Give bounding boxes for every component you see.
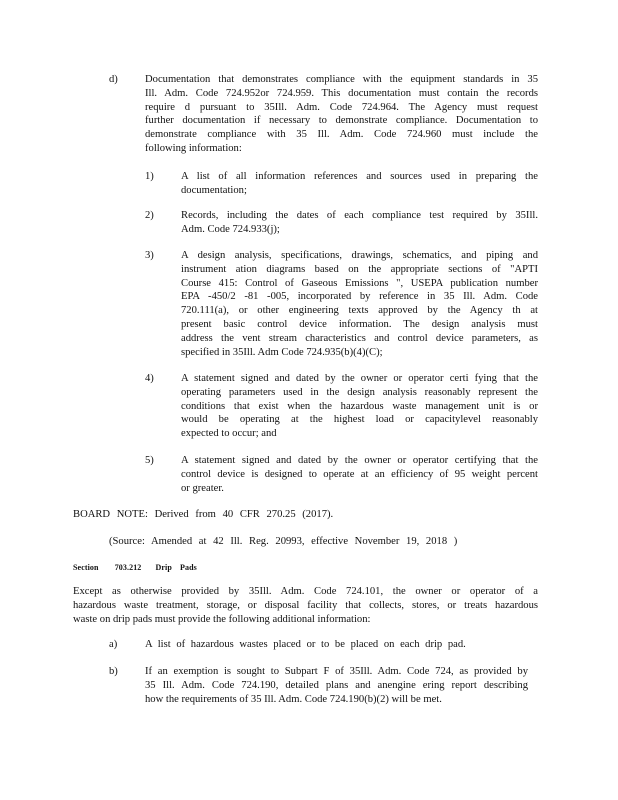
section-heading <box>73 561 197 575</box>
text-line: Except as otherwise provided by 35Ill. Adm. Code 724.101, the owner or operator of a <box>73 586 538 597</box>
section-intro <box>73 585 538 626</box>
item-d-text <box>145 73 538 156</box>
text-line: documentation; <box>181 184 247 196</box>
section-title: Drip Pads <box>155 563 197 572</box>
text-line: Adm. Code 724.933(j); <box>181 223 280 235</box>
text-line: Course 415: Control of Gaseous Emissions ", USEPA publication number <box>181 277 538 289</box>
subitem-3-label: 3) <box>145 250 154 261</box>
subitem-1-text <box>181 170 538 198</box>
section-item-a-label: a) <box>109 639 118 650</box>
text-line: A statement signed and dated by the owner or operator certifying that the <box>181 455 538 466</box>
text-line: 35 Ill. Adm. Code 724.190, detailed plans and anengine ering report describing <box>145 679 528 691</box>
text-line: specified in 35Ill. Adm Code 724.935(b)(4)(C); <box>181 346 383 358</box>
text-line: 720.111(a), or other engineering texts approved by the Agency th at <box>181 305 538 317</box>
text-line: demonstrate compliance with 35 Ill. Adm. Code 724.960 must include the <box>145 129 538 141</box>
subitem-4-text <box>181 372 538 441</box>
text-line: further documentation if necessary to demonstrate compliance. Documentation to <box>145 115 538 127</box>
text-line: EPA -450/2 -81 -005, incorporated by reference in 35 Ill. Adm. Code <box>181 291 538 303</box>
text-line: If an exemption is sought to Subpart F of 35Ill. Adm. Code 724, as provided by <box>145 666 528 677</box>
section-label: Section <box>73 563 99 572</box>
text-line: Ill. Adm. Code 724.952or 724.959. This documentation must contain the records <box>145 87 538 99</box>
text-line: hazardous waste treatment, storage, or disposal facility that collects, stores, or treats hazardous <box>73 599 538 611</box>
text-line: A statement signed and dated by the owner or operator certi fying that the <box>181 373 538 384</box>
board-note: BOARD NOTE: Derived from 40 CFR 270.25 (2017). <box>73 509 334 520</box>
text-line: or greater. <box>181 482 224 494</box>
text-line: expected to occur; and <box>181 428 277 440</box>
text-line: Documentation that demonstrates compliance with the equipment standards in 35 <box>145 74 538 85</box>
subitem-5-label: 5) <box>145 455 154 466</box>
subitem-2-label: 2) <box>145 210 154 221</box>
text-line: following information: <box>145 142 242 154</box>
text-line: would be operating at the highest load or capacitylevel reasonably <box>181 414 538 426</box>
text-line: control device is designed to operate at an efficiency of 95 weight percent <box>181 468 538 480</box>
subitem-4-label: 4) <box>145 373 154 384</box>
section-item-b-text <box>145 665 528 706</box>
subitem-1-label: 1) <box>145 171 154 182</box>
text-line: waste on drip pads must provide the following additional information: <box>73 613 371 625</box>
source-note: (Source: Amended at 42 Ill. Reg. 20993, effective November 19, 2018 ) <box>109 536 458 547</box>
text-line: present basic control device information. The design analysis must <box>181 318 538 330</box>
text-line: instrument ation diagrams based on the appropriate sections of "APTI <box>181 263 538 275</box>
subitem-3-text <box>181 249 538 359</box>
section-number: 703.212 <box>114 563 142 572</box>
text-line: address the vent stream characteristics and control device parameters, as <box>181 332 538 344</box>
text-line: require d pursuant to 35Ill. Adm. Code 724.964. The Agency must request <box>145 101 538 113</box>
text-line: A design analysis, specifications, drawings, schematics, and piping and <box>181 250 538 261</box>
text-line: Records, including the dates of each compliance test required by 35Ill. <box>181 210 538 221</box>
section-item-b-label: b) <box>109 666 118 677</box>
item-d-label: d) <box>109 74 118 85</box>
text-line: operating parameters used in the design analysis reasonably represent the <box>181 386 538 398</box>
text-line: how the requirements of 35 Ill. Adm. Code 724.190(b)(2) will be met. <box>145 693 442 705</box>
text-line: A list of hazardous wastes placed or to be placed on each drip pad. <box>145 639 466 650</box>
text-line: conditions that exist when the hazardous waste management unit is or <box>181 400 538 412</box>
text-line: A list of all information references and sources used in preparing the <box>181 171 538 182</box>
section-item-a-text <box>145 638 538 652</box>
subitem-2-text <box>181 209 538 237</box>
subitem-5-text <box>181 454 538 495</box>
